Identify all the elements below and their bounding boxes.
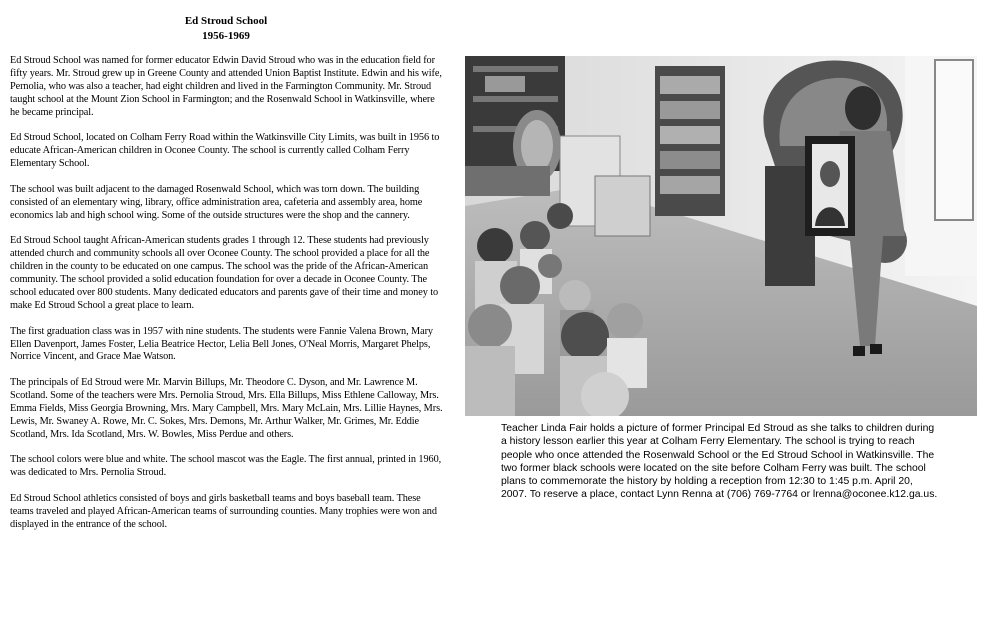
- photo-caption: Teacher Linda Fair holds a picture of former Principal Ed Stroud as she talks to children during a history lesson earlier this year at Colham Ferry Elementary. The school is trying to reach people who once attended the Rosenwald School or the Ed Stroud School in Watkinsville. The two former black schools were located on the site before Colham Ferry was built. The school plans to commemorate the history by holding a reception from 12:30 to 1:45 p.m. April 20, 2007. To reserve a place, contact Lynn Renna at (706) 769-7764 or lrenna@oconee.k12.ga.us.: [501, 423, 938, 501]
- paragraph: The principals of Ed Stroud were Mr. Marvin Billups, Mr. Theodore C. Dyson, and Mr. Lawrence M. Scotland. Some of the teachers were Mrs. Pernolia Stroud, Mrs. Ella Billups, Miss Ethlene Calloway, Mrs. Emma Fields, Miss Georgia Browning, Mrs. Mary Campbell, Mrs. Mary McLain, Mrs. Lillie Haynes, Mrs. Lewis, Mr. Swaney A. Rowe, Mr. C. Sokes, Mrs. Demons, Mr. Arthur Walker, Mr. Grimes, Mr. Eddie Scotland, Mrs. Ida Scotland, Mrs. W. Bowles, Miss Perdue and others.: [10, 377, 443, 440]
- document-title: Ed Stroud School: [184, 15, 268, 27]
- paragraph: Ed Stroud School, located on Colham Ferry Road within the Watkinsville City Limits, was built in 1956 to educate African-American children in Oconee County. The school is currently called Colham Ferry Elementary School.: [10, 132, 440, 170]
- paragraph: Ed Stroud School taught African-American students grades 1 through 12. These students had previously attended church and community schools all over Oconee County. The school provided a place for all the children in the county to be educated on one campus. The school was the pride of the African-American community. The school provided a solid education foundation for over a decade in Oconee County. The school educated over 800 students. Many dedicated educators and parents gave of their time and money to make Ed Stroud School a great place to learn.: [10, 235, 439, 311]
- paragraph: Ed Stroud School was named for former educator Edwin David Stroud who was in the education field for fifty years. Mr. Stroud grew up in Greene County and attended Union Baptist Institute. Edwin and his wife, Pernolia, who was also a teacher, had eight children and lived in the Farmington Community. Mr. Stroud taught school at the Mount Zion School in Farmington; and the Rosenwald School in Watkinsville, where he became principal.: [10, 55, 442, 118]
- paragraph: The first graduation class was in 1957 with nine students. The students were Fannie Valena Brown, Mary Ellen Davenport, James Foster, Lelia Beatrice Hector, Lelia Bell Jones, O'Neal Morris, Margaret Phelps, Norrice Vincent, and Grace Mae Watson.: [10, 325, 433, 363]
- article-body: [10, 55, 446, 545]
- paragraph: The school colors were blue and white. The school mascot was the Eagle. The first annual, printed in 1960, was dedicated to Mrs. Pernolia Stroud.: [10, 454, 442, 479]
- title-block: [0, 14, 452, 44]
- classroom-photo: [465, 56, 977, 416]
- paragraph: The school was built adjacent to the damaged Rosenwald School, which was torn down. The building consisted of an elementary wing, library, office administration area, cafeteria and assembly area, home economics lab and high school wing. Some of the outside structures were the shop and the cannery.: [10, 183, 423, 221]
- document-years: 1956-1969: [202, 30, 250, 42]
- paragraph: Ed Stroud School athletics consisted of boys and girls basketball teams and boys baseball team. These teams traveled and played African-American teams of surrounding counties. Many trophies were won and displayed in the entrance of the school.: [10, 493, 437, 530]
